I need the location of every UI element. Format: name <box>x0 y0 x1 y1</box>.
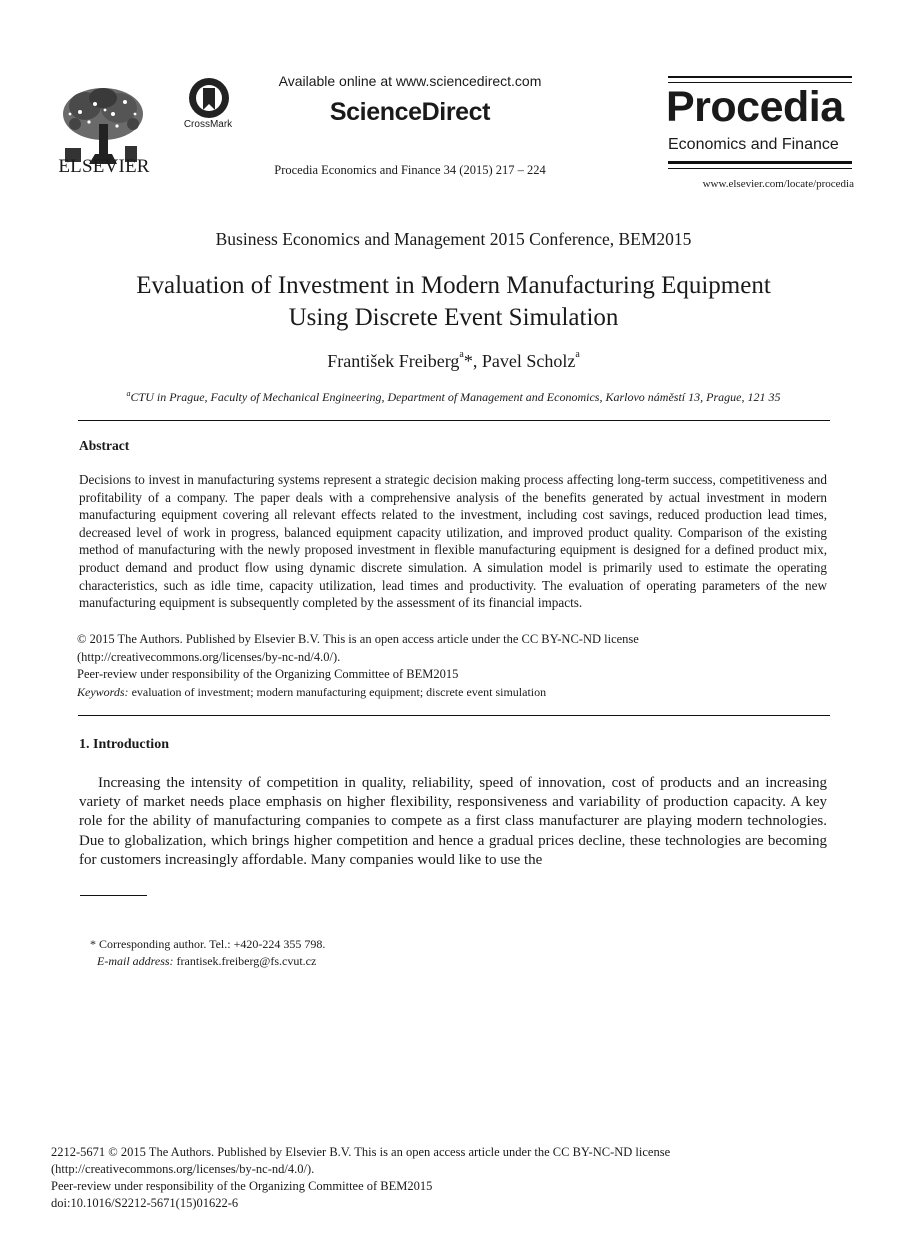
affiliation-mark: a <box>126 389 131 398</box>
author-separator: , <box>472 351 482 371</box>
procedia-bottom-bar-2 <box>668 168 852 169</box>
introduction-heading: 1. Introduction <box>79 737 169 752</box>
abstract-text: Decisions to invest in manufacturing systems represent a strategic decision making process affecting long-term success, competitiveness and profitability of a company. The paper deals with a comprehensive analysis of the benefits generated by actual investment in modern manufacturing equipment covering all relevant effects related to the investment, including cost savings, reduced production lead times, decreased level of work in progress, balanced equipment capacity utilization, and improved product quality. Comparison of the existing method of manufacturing with the newly proposed investment in flexible manufacturing equipment is designed for a defined product mix, product demand and product flow using dynamic discrete simulation. A simulation model is primarily used to estimate the operating characteristics, such as idle time, capacity utilization, lead times and productivity. The evaluation of operating parameters of the new manufacturing equipment is subsequently completed by the assessment of its financial impacts. <box>79 472 827 611</box>
author-1: František Freiberg <box>327 351 460 371</box>
email-address[interactable]: frantisek.freiberg@fs.cvut.cz <box>173 954 317 968</box>
affiliation-text: CTU in Prague, Faculty of Mechanical Engineering, Department of Management and Economics, Karlovo náměstí 13, Prague, 121 35 <box>130 390 781 404</box>
email-note <box>97 954 316 969</box>
author-1-affil-mark: a <box>459 349 464 360</box>
footer-issn-line: 2212-5671 © 2015 The Authors. Published by Elsevier B.V. This is an open access article under the CC BY-NC-ND license <box>51 1145 671 1159</box>
footer-peer-review: Peer-review under responsibility of the Organizing Committee of BEM2015 <box>51 1179 433 1193</box>
corresponding-author-note: * Corresponding author. Tel.: +420-224 355 798. <box>90 937 326 951</box>
abstract-heading: Abstract <box>79 438 130 453</box>
title-line-2: Using Discrete Event Simulation <box>288 304 619 331</box>
keywords-label: Keywords: <box>77 685 129 699</box>
procedia-subtitle: Economics and Finance <box>668 136 839 153</box>
title-line-1: Evaluation of Investment in Modern Manufacturing Equipment <box>136 272 771 299</box>
abstract-top-rule <box>78 420 830 421</box>
abstract-license-link[interactable]: (http://creativecommons.org/licenses/by-nc-nd/4.0/). <box>77 650 341 664</box>
affiliation <box>60 389 847 405</box>
crossmark-label: CrossMark <box>183 119 233 130</box>
introduction-text: Increasing the intensity of competition in quality, reliability, speed of innovation, cost of products and an increasing variety of market needs place emphasis on higher flexibility, responsiveness and variability of production capacity. A key role for the ability of manufacturing companies to compete as a first class manufacturer are playing modern technologies. Due to globalization, which brings higher competition and hence a gradual prices decline, these technologies are becoming for customers increasingly affordable. Many companies would like to use the <box>79 775 827 868</box>
available-online-text: Available online at www.sciencedirect.com <box>278 73 542 89</box>
procedia-wordmark: Procedia <box>666 83 844 131</box>
keywords-list: evaluation of investment; modern manufacturing equipment; discrete event simulation <box>128 685 547 699</box>
email-label: E-mail address: <box>97 954 174 968</box>
conference-name: Business Economics and Management 2015 Conference, BEM2015 <box>215 229 692 249</box>
author-2-affil-mark: a <box>575 349 580 360</box>
sciencedirect-wordmark: ScienceDirect <box>329 98 491 126</box>
abstract-bottom-rule <box>78 715 830 716</box>
procedia-bottom-bar <box>668 161 852 164</box>
publisher-name: ELSEVIER <box>58 156 150 177</box>
keywords <box>77 685 837 700</box>
paper-title <box>60 270 847 334</box>
abstract-peer-review: Peer-review under responsibility of the Organizing Committee of BEM2015 <box>77 667 459 681</box>
author-1-star: * <box>463 351 473 371</box>
author-2: Pavel Scholz <box>481 351 576 371</box>
journal-url-link[interactable]: www.elsevier.com/locate/procedia <box>702 178 854 190</box>
abstract-copyright: © 2015 The Authors. Published by Elsevier B.V. This is an open access article under the CC BY-NC-ND license <box>77 632 639 646</box>
journal-citation: Procedia Economics and Finance 34 (2015) 217 – 224 <box>274 163 546 177</box>
procedia-top-bar <box>668 76 852 78</box>
author-list <box>60 351 847 372</box>
footer-license-link[interactable]: (http://creativecommons.org/licenses/by-nc-nd/4.0/). <box>51 1162 315 1176</box>
footnote-rule <box>80 895 147 896</box>
footer-doi[interactable]: doi:10.1016/S2212-5671(15)01622-6 <box>51 1196 239 1210</box>
